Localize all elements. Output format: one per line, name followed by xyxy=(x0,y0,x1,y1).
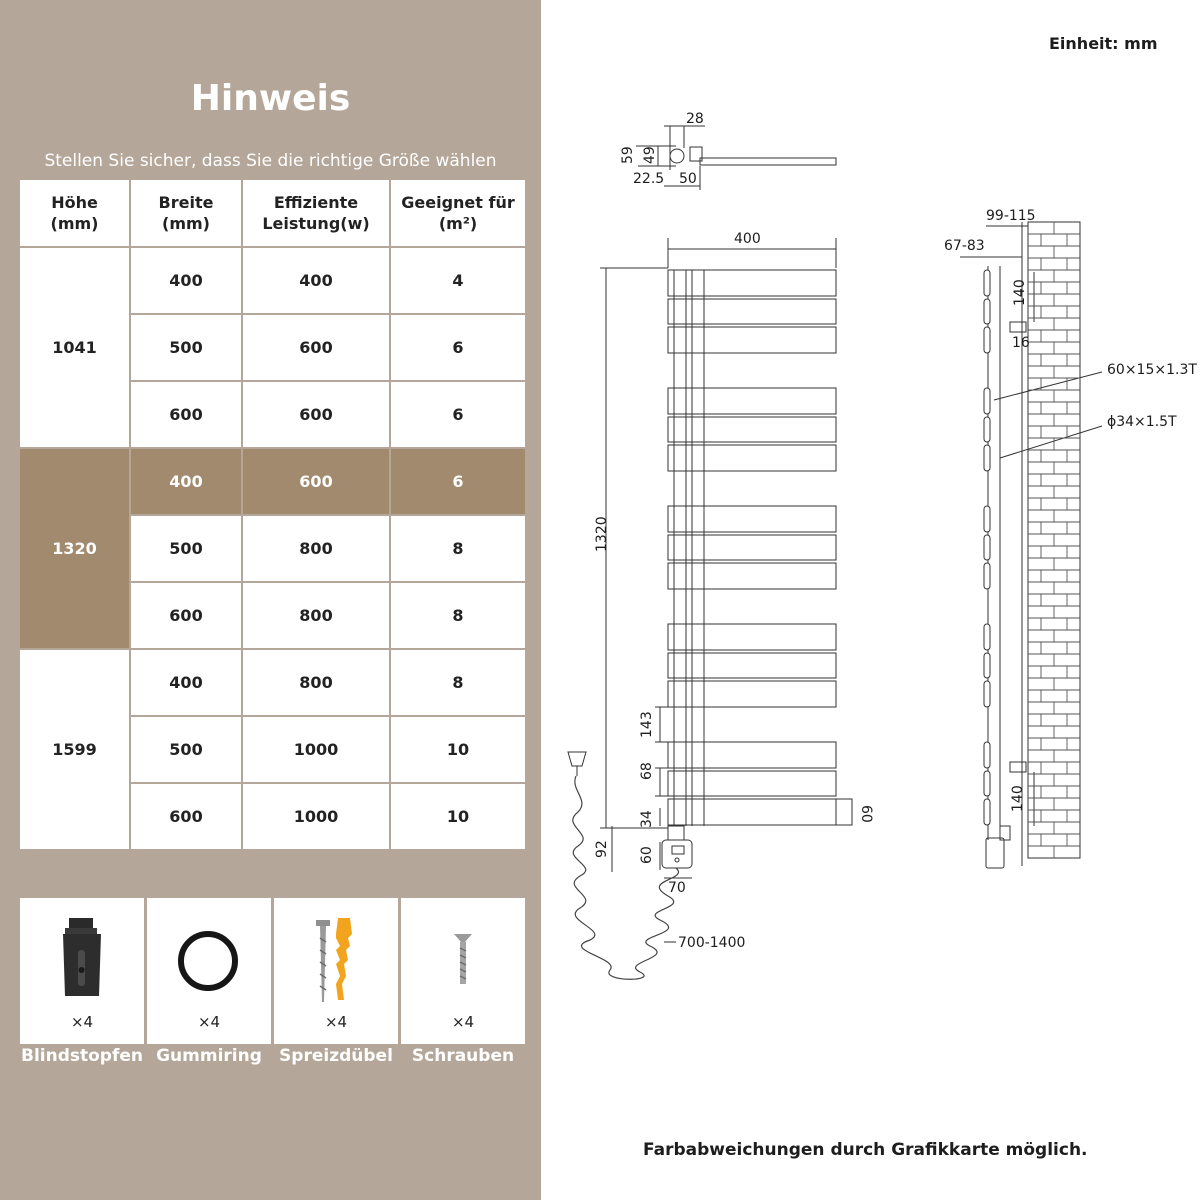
top-detail-tube xyxy=(670,149,684,163)
footnote: Farbabweichungen durch Grafikkarte möglich. xyxy=(643,1140,1088,1160)
area-cell: 6 xyxy=(390,448,526,515)
unit-label: Einheit: mm xyxy=(1049,34,1158,53)
header-power: Effiziente Leistung(w) xyxy=(242,179,390,247)
power-cell: 600 xyxy=(242,314,390,381)
dim-bottom-60-left: 60 xyxy=(639,846,655,864)
dim-side-49: 49 xyxy=(642,146,658,164)
height-cell: 1041 xyxy=(19,247,130,448)
dim-wall-67: 67-83 xyxy=(944,238,985,254)
power-cell: 600 xyxy=(242,448,390,515)
area-cell: 6 xyxy=(390,381,526,448)
power-cell: 800 xyxy=(242,515,390,582)
area-cell: 8 xyxy=(390,515,526,582)
accessory-qty: ×4 xyxy=(324,1013,348,1031)
dim-width: 400 xyxy=(734,231,761,247)
width-cell: 600 xyxy=(130,582,242,649)
height-cell-highlighted: 1320 xyxy=(19,448,130,649)
height-cell: 1599 xyxy=(19,649,130,850)
width-cell: 400 xyxy=(130,448,242,515)
dim-bottom-22: 22.5 xyxy=(633,171,665,187)
dim-height: 1320 xyxy=(594,516,610,552)
dim-wall-140-top: 140 xyxy=(1012,279,1028,306)
accessory-label: Schrauben xyxy=(411,1046,515,1066)
dim-profile-rect: 60×15×1.3T xyxy=(1107,362,1197,378)
width-cell: 400 xyxy=(130,247,242,314)
width-cell: 500 xyxy=(130,314,242,381)
width-cell: 400 xyxy=(130,649,242,716)
dim-cable: 700-1400 xyxy=(678,935,746,951)
power-cell: 1000 xyxy=(242,716,390,783)
width-cell: 500 xyxy=(130,515,242,582)
dim-wall-140-bottom: 140 xyxy=(1010,785,1026,812)
dim-heater-70: 70 xyxy=(668,880,686,896)
dim-gap-68: 68 xyxy=(639,762,655,780)
dim-profile-tube: ϕ34×1.5T xyxy=(1107,414,1177,430)
width-cell: 500 xyxy=(130,716,242,783)
area-cell: 8 xyxy=(390,582,526,649)
top-detail-bar xyxy=(700,158,836,165)
dim-wall-16: 16 xyxy=(1012,335,1030,351)
width-cell: 600 xyxy=(130,381,242,448)
area-cell: 10 xyxy=(390,783,526,850)
width-cell: 600 xyxy=(130,783,242,850)
power-cell: 600 xyxy=(242,381,390,448)
power-cell: 800 xyxy=(242,582,390,649)
dim-top-width: 28 xyxy=(686,111,704,127)
dim-bottom-92: 92 xyxy=(594,840,610,858)
accessory-label: Spreizdübel xyxy=(279,1046,393,1066)
power-cell: 1000 xyxy=(242,783,390,850)
accessory-label: Blindstopfen xyxy=(20,1046,143,1066)
dim-wall-99: 99-115 xyxy=(986,208,1036,224)
accessory-qty: ×4 xyxy=(197,1013,221,1031)
power-cell: 800 xyxy=(242,649,390,716)
dim-gap-143: 143 xyxy=(639,711,655,738)
area-cell: 8 xyxy=(390,649,526,716)
header-height: Höhe (mm) xyxy=(19,179,130,247)
dim-bottom-50: 50 xyxy=(679,171,697,187)
brick-wall xyxy=(1028,222,1080,858)
dim-bottom-60-right: 60 xyxy=(858,805,874,823)
dim-gap-34: 34 xyxy=(639,810,655,828)
area-cell: 4 xyxy=(390,247,526,314)
header-area: Geeignet für (m²) xyxy=(390,179,526,247)
accessory-qty: ×4 xyxy=(451,1013,475,1031)
power-cell: 400 xyxy=(242,247,390,314)
area-cell: 10 xyxy=(390,716,526,783)
accessory-label: Gummiring xyxy=(156,1046,262,1066)
header-width: Breite (mm) xyxy=(130,179,242,247)
dim-side-59: 59 xyxy=(620,146,636,164)
accessory-qty: ×4 xyxy=(70,1013,94,1031)
area-cell: 6 xyxy=(390,314,526,381)
hint-title: Hinweis xyxy=(190,78,351,119)
hint-subtitle: Stellen Sie sicher, dass Sie die richtige Größe wählen xyxy=(44,151,497,171)
